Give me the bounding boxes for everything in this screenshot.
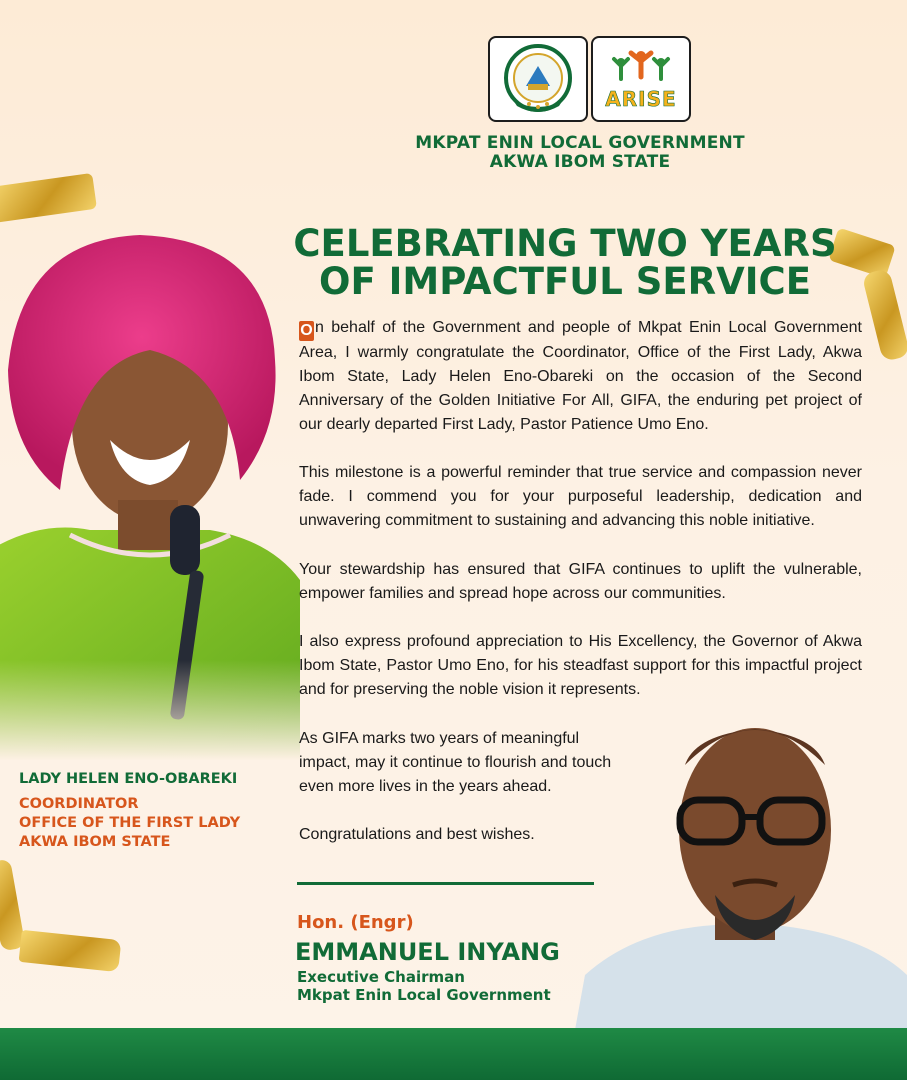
signatory-name: EMMANUEL INYANG	[295, 938, 560, 966]
drop-cap: O	[300, 322, 313, 339]
gold-ribbon-bottom-left-tail	[19, 930, 122, 972]
signatory-prefix: Hon. (Engr)	[297, 912, 414, 933]
title-line-2: OF IMPACTFUL SERVICE	[319, 260, 811, 303]
signatory-role-2: Mkpat Enin Local Government	[297, 986, 551, 1004]
paragraph-1-text: n behalf of the Government and people of Mkpat Enin Local Government Area, I warmly congratulate the Coordinator, Office of the First Lady, Akwa Ibom State, Lady Helen Eno-Obareki on the occasion of the Second Anniversary of the Golden Initiative For All, GIFA, the enduring pet project of our dearly departed First Lady, Pastor Patience Umo Eno.	[299, 319, 862, 433]
signature-divider	[297, 882, 594, 885]
mkpat-enin-logo	[488, 36, 588, 122]
paragraph-6: Congratulations and best wishes.	[299, 826, 535, 843]
org-name: MKPAT ENIN LOCAL GOVERNMENT	[415, 133, 745, 153]
footer-bar	[0, 1028, 907, 1080]
gold-ribbon-right-curl	[862, 268, 907, 362]
paragraph-3: Your stewardship has ensured that GIFA continues to uplift the vulnerable, empower families and spread hope across our communities.	[299, 561, 862, 602]
arise-logo	[591, 36, 691, 122]
paragraph-2: This milestone is a powerful reminder that true service and compassion never fade. I commend you for your purposeful leadership, dedication and unwavering commitment to sustaining and advancing this noble initiative.	[299, 464, 862, 529]
paragraph-5: As GIFA marks two years of meaningful impact, may it continue to flourish and touch even more lives in the years ahead.	[299, 730, 612, 795]
arise-logo-text: ARISE	[605, 86, 677, 111]
seal-icon	[499, 42, 577, 116]
people-icon	[606, 49, 676, 83]
title-line-1: CELEBRATING TWO YEARS	[293, 222, 837, 265]
honoree-title-2: OFFICE OF THE FIRST LADY	[19, 815, 241, 831]
paragraph-4: I also express profound appreciation to His Excellency, the Governor of Akwa Ibom State, Pastor Umo Eno, for his steadfast support for this impactful project and for preserving the noble vision it represents.	[299, 633, 862, 698]
honoree-name: LADY HELEN ENO-OBAREKI	[19, 771, 238, 787]
honoree-title-3: AKWA IBOM STATE	[19, 834, 171, 850]
signatory-role-1: Executive Chairman	[297, 968, 465, 986]
signatory-photo	[575, 705, 907, 1030]
paragraph-1	[299, 316, 862, 437]
honoree-title-1: COORDINATOR	[19, 796, 139, 812]
org-state: AKWA IBOM STATE	[489, 152, 671, 172]
honoree-photo	[0, 200, 300, 760]
